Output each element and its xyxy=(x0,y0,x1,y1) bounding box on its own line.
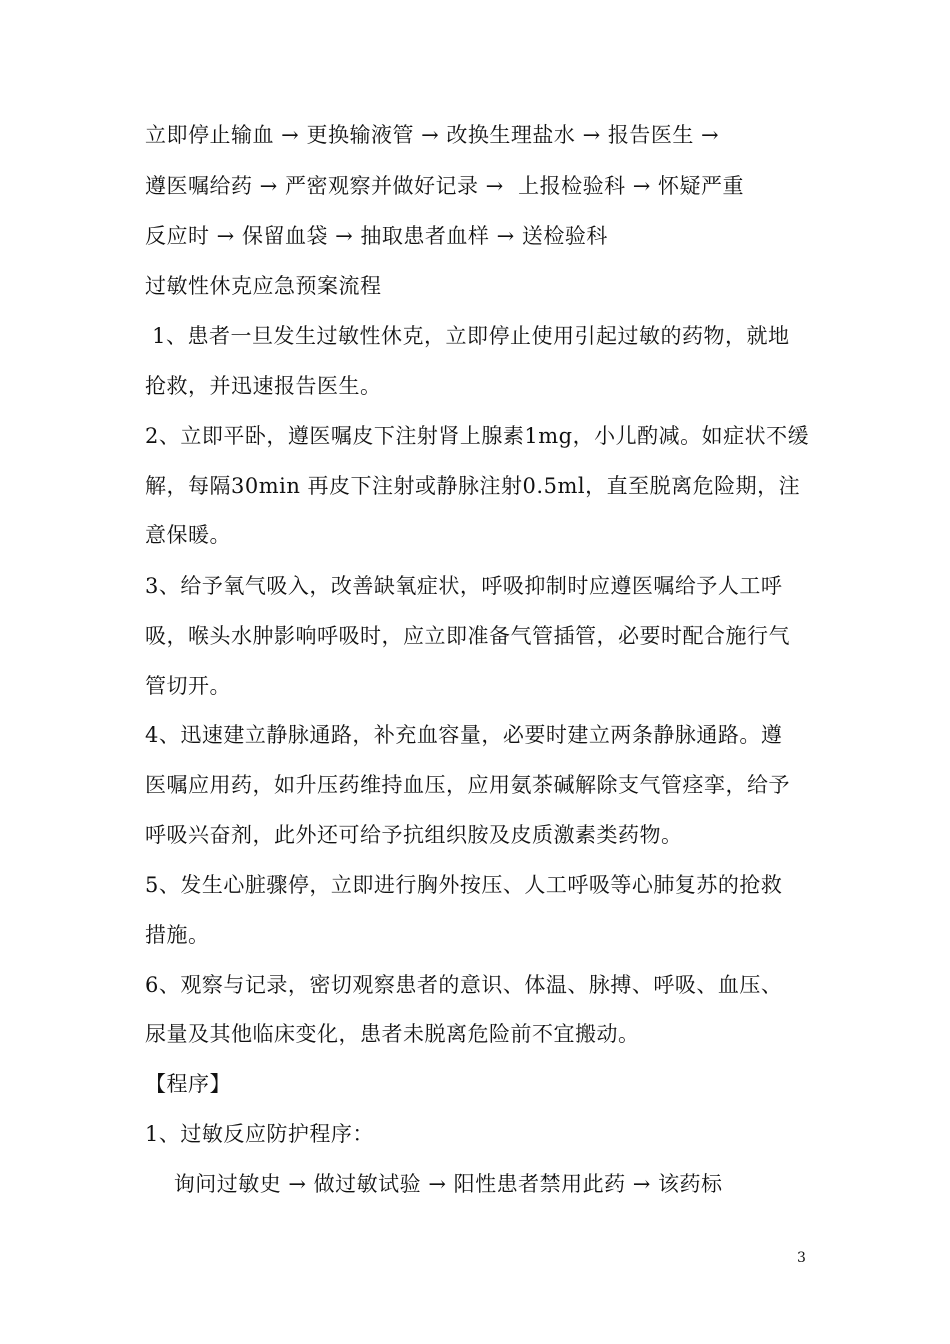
text-line: 管切开。 xyxy=(145,674,231,698)
text-line: 遵医嘱给药 → 严密观察并做好记录 → 上报检验科 → 怀疑严重 xyxy=(145,174,745,198)
section-heading: 【程序】 xyxy=(145,1072,231,1096)
text-line: 1、过敏反应防护程序： xyxy=(145,1122,374,1146)
page-number: 3 xyxy=(797,1250,806,1266)
text-line: 询问过敏史 → 做过敏试验 → 阳性患者禁用此药 → 该药标 xyxy=(145,1172,723,1196)
text-line: 1、患者一旦发生过敏性休克，立即停止使用引起过敏的药物，就地 xyxy=(145,324,790,348)
text-line: 医嘱应用药，如升压药维持血压，应用氨茶碱解除支气管痉挛，给予 xyxy=(145,773,790,797)
text-line: 意保暖。 xyxy=(145,523,231,547)
text-line: 立即停止输血 → 更换输液管 → 改换生理盐水 → 报告医生 → xyxy=(145,123,720,147)
text-line: 吸，喉头水肿影响呼吸时，应立即准备气管插管，必要时配合施行气 xyxy=(145,624,790,648)
text-line: 抢救，并迅速报告医生。 xyxy=(145,374,382,398)
text-line: 反应时 → 保留血袋 → 抽取患者血样 → 送检验科 xyxy=(145,224,608,248)
section-heading: 过敏性休克应急预案流程 xyxy=(145,274,382,298)
text-line: 措施。 xyxy=(145,923,210,947)
text-line: 尿量及其他临床变化，患者未脱离危险前不宜搬动。 xyxy=(145,1022,640,1046)
text-line: 解，每隔30min 再皮下注射或静脉注射0.5ml，直至脱离危险期，注 xyxy=(145,474,801,498)
text-line: 3、给予氧气吸入，改善缺氧症状，呼吸抑制时应遵医嘱给予人工呼 xyxy=(145,574,783,598)
text-line: 5、发生心脏骤停，立即进行胸外按压、人工呼吸等心肺复苏的抢救 xyxy=(145,873,783,897)
text-line: 呼吸兴奋剂，此外还可给予抗组织胺及皮质激素类药物。 xyxy=(145,823,683,847)
text-line: 6、观察与记录，密切观察患者的意识、体温、脉搏、呼吸、血压、 xyxy=(145,973,783,997)
text-line: 4、迅速建立静脉通路，补充血容量，必要时建立两条静脉通路。遵 xyxy=(145,723,783,747)
text-line: 2、立即平卧，遵医嘱皮下注射肾上腺素1mg，小儿酌减。如症状不缓 xyxy=(145,424,810,448)
